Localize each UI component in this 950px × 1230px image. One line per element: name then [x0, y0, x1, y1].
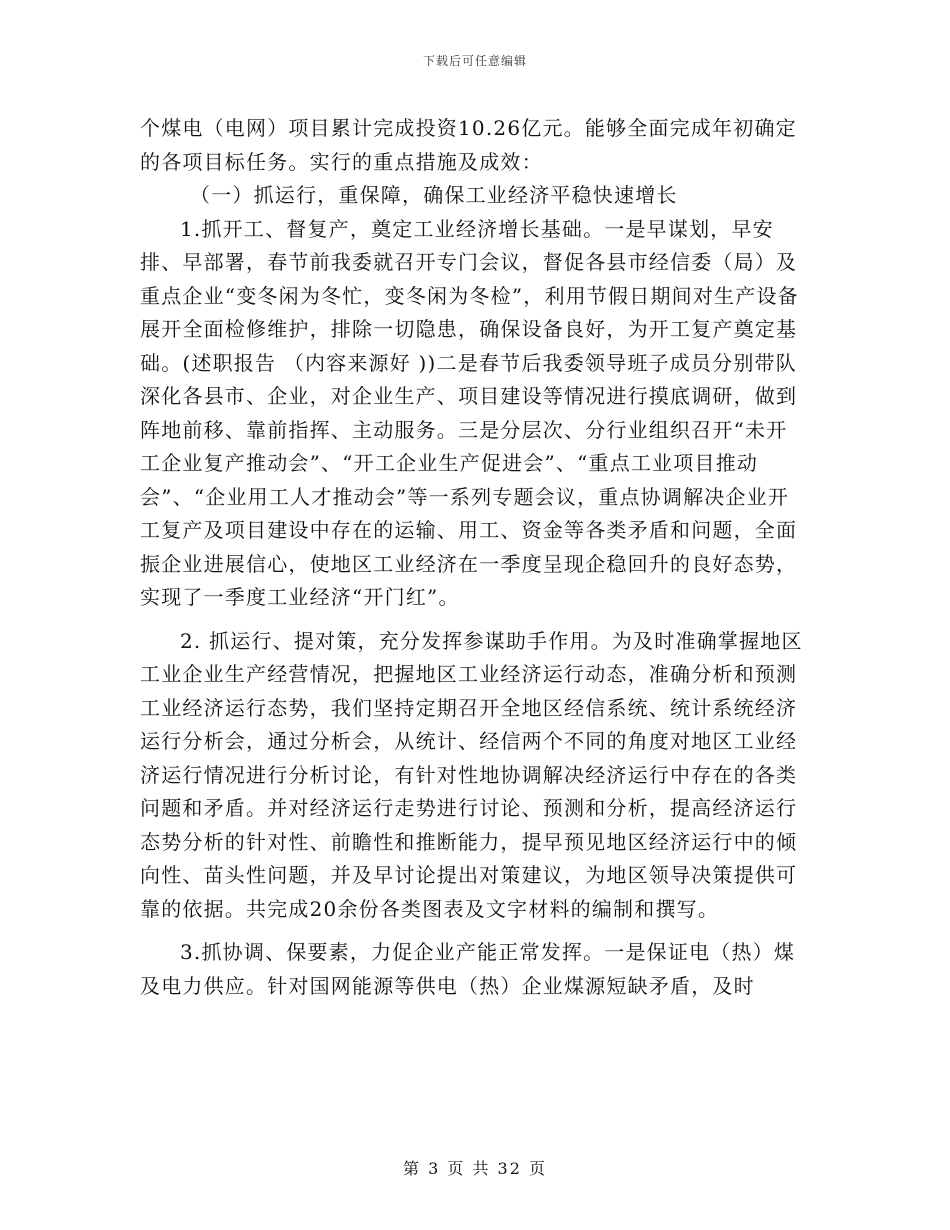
- paragraph-item-1: 1.抓开工、督复产，奠定工业经济增长基础。一是早谋划，早安排、早部署，春节前我委就召开专门会议，督促各县市经信委（局）及重点企业“变冬闲为冬忙，变冬闲为冬检”，利用节假日期间对生产设备展开全面检修维护，排除一切隐患，确保设备良好，为开工复产奠定基础。(述职报告 （内容来源好 ))二是春节后我委领导班子成员分别带队深化各县市、企业，对企业生产、项目建设等情况进行摸底调研，做到阵地前移、靠前指挥、主动服务。三是分层次、分行业组织召开“未开工企业复产推动会”、“开工企业生产促进会”、“重点工业项目推动会”、“企业用工人才推动会”等一系列专题会议，重点协调解决企业开工复产及项目建设中存在的运输、用工、资金等各类矛盾和问题，全面振企业进展信心，使地区工业经济在一季度呈现企稳回升的良好态势，实现了一季度工业经济“开门红”。: [140, 216, 799, 609]
- section-heading: （一）抓运行，重保障，确保工业经济平稳快速增长: [190, 183, 678, 207]
- page-footer: 第 3 页 共 32 页: [403, 1159, 547, 1178]
- page-header: 下载后可任意编辑: [422, 54, 527, 68]
- paragraph-continued: 个煤电（电网）项目累计完成投资10.26亿元。能够全面完成年初确定的各项目标任务。实行的重点措施及成效：: [140, 116, 797, 174]
- document-body: [140, 112, 808, 1003]
- paragraph-item-3: 3.抓协调、保要素，力促企业产能正常发挥。一是保证电（热）煤及电力供应。针对国网能源等供电（热）企业煤源短缺矛盾，及时: [140, 940, 796, 998]
- paragraph-item-2: 2. 抓运行、提对策，充分发挥参谋助手作用。为及时准确掌握地区工业企业生产经营情况，把握地区工业经济运行动态，准确分析和预测工业经济运行态势，我们坚持定期召开全地区经信系统、统计系统经济运行分析会，通过分析会，从统计、经信两个不同的角度对地区工业经济运行情况进行分析讨论，有针对性地协调解决经济运行中存在的各类问题和矛盾。并对经济运行走势进行讨论、预测和分析，提高经济运行态势分析的针对性、前瞻性和推断能力，提早预见地区经济运行中的倾向性、苗头性问题，并及早讨论提出对策建议，为地区领导决策提供可靠的依据。共完成20余份各类图表及文字材料的编制和撰写。: [140, 628, 803, 921]
